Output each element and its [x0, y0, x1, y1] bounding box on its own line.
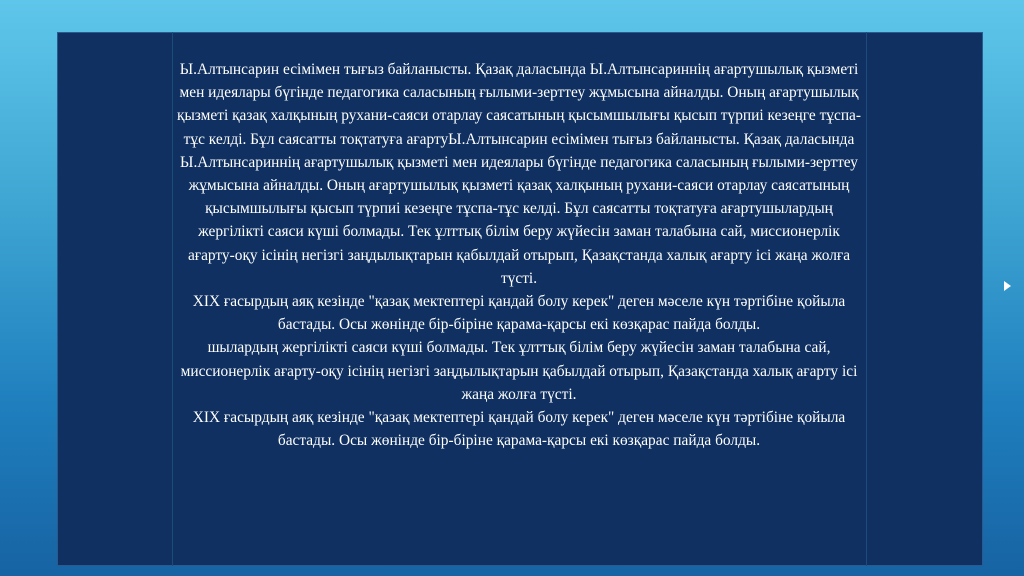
slide-text — [176, 58, 862, 452]
paragraph-2: XIX ғасырдың аяқ кезінде "қазақ мектептері қандай болу керек" деген мәселе күн тәртібіне қойыла бастады. Осы жөнінде бір-біріне қарама-қарсы екі көзқарас пайда болды. — [192, 293, 846, 334]
play-triangle-icon[interactable] — [1004, 281, 1011, 291]
paragraph-3: шылардың жергілікті саяси күші болмады. Тек ұлттық білім беру жүйесін заман талабына сай, миссионерлік ағарту-оқу ісінің негізгі заңдылықтарын қабылдай отырып, Қазақстанда халық ағарту ісі жаңа жолға түсті. — [180, 339, 858, 403]
left-divider — [172, 32, 173, 566]
paragraph-4: XIX ғасырдың аяқ кезінде "қазақ мектептері қандай болу керек" деген мәселе күн тәртібіне қойыла бастады. Осы жөнінде бір-біріне қарама-қарсы екі көзқарас пайда болды. — [192, 409, 846, 450]
right-divider — [866, 32, 867, 566]
paragraph-1: Ы.Алтынсарин есімімен тығыз байланысты. Қазақ даласында Ы.Алтынсариннің ағартушылық қызметі мен идеялары бүгінде педагогика саласының ғылыми-зерттеу жұмысына айналды. Оның ағартушылық қызметі қазақ халқының рухани-саяси отарлау саясатының қысымшылығы қысып түрпиі кезеңге тұспа-тұс келді. Бұл саясатты тоқтатуға ағартуЫ.Алтынсарин есімімен тығыз байланысты. Қазақ даласында Ы.Алтынсариннің ағартушылық қызметі мен идеялары бүгінде педагогика саласының ғылыми-зерттеу жұмысына айналды. Оның ағартушылық қызметі қазақ халқының рухани-саяси отарлау саясатының қысымшылығы қысып түрпиі кезеңге тұспа-тұс келді. Бұл саясатты тоқтатуға ағартушылардың жергілікті саяси күші болмады. Тек ұлттық білім беру жүйесін заман талабына сай, миссионерлік ағарту-оқу ісінің негізгі заңдылықтарын қабылдай отырып, Қазақстанда халық ағарту ісі жаңа жолға түсті. — [176, 61, 862, 287]
